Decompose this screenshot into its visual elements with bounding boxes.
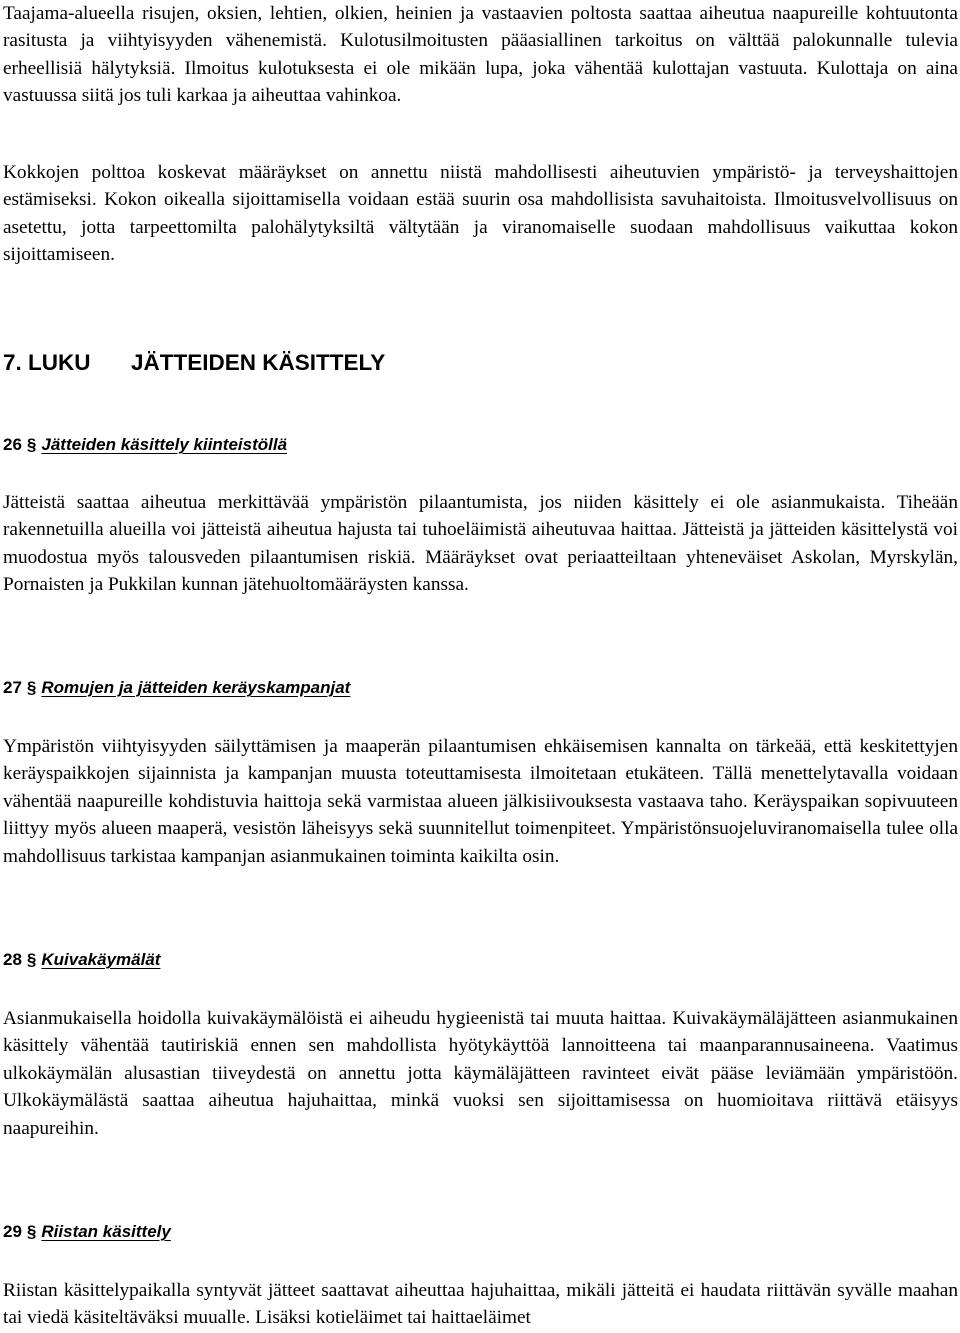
section-symbol: §: [26, 950, 37, 969]
section-symbol: §: [26, 678, 37, 697]
section-title: Romujen ja jätteiden keräyskampanjat: [41, 678, 351, 697]
section-symbol: §: [26, 1222, 37, 1241]
paragraph-dry-toilets: Asianmukaisella hoidolla kuivakäymälöistä ei aiheudu hygieenistä tai muuta haittaa. Kuivakäymäläjätteen asianmukainen käsittely vähentää tautiriskiä ennen sen mahdollista hyötykäyttöä lannoitteena tai maanparannusaineena. Vaatimus ulkokäymälän alusastian tiiveydestä on annettu jotta käymäläjätteen ravinteet eivät pääse leviämään ympäristöön. Ulkokäymälästä saattaa aiheutua hajuhaittaa, minkä vuoksi sen sijoittamisessa on huomioitava riittävä etäisyys naapureihin.: [3, 1008, 958, 1139]
section-symbol: §: [26, 435, 37, 454]
paragraph-burning-in-urban-area: Taajama-alueella risujen, oksien, lehtien, olkien, heinien ja vastaavien poltosta saattaa aiheutua naapureille kohtuutonta rasitusta ja viihtyisyyden vähenemistä. Kulotusilmoitusten pääasiallinen tarkoitus on välttää palokunnalle tulevia erheellisiä hälytyksiä. Ilmoitus kulotuksesta ei ole mikään lupa, joka vähentää kulottajan vastuuta. Kulottaja on aina vastuussa siitä jos tuli karkaa ja aiheuttaa vahinkoa.: [3, 3, 958, 107]
section-number: 26: [3, 435, 22, 454]
section-title: Jätteiden käsittely kiinteistöllä: [41, 435, 288, 454]
section-number: 29: [3, 1222, 22, 1241]
paragraph-waste-handling: Jätteistä saattaa aiheutua merkittävää ympäristön pilaantumista, jos niiden käsittely ei ole asianmukaista. Tiheään rakennetuilla alueilla voi jätteistä aiheutua hajusta tai tuhoeläimistä aiheutuvaa haittaa. Jätteistä ja jätteiden käsittelystä voi muodostua myös talousveden pilaantumisen riskiä. Määräykset ovat periaatteiltaan yhteneväiset Askolan, Myrskylän, Pornaisten ja Pukkilan kunnan jätehuoltomääräysten kanssa.: [3, 492, 958, 596]
paragraph-game-handling: Riistan käsittelypaikalla syntyvät jätteet saattavat aiheuttaa hajuhaittaa, mikäli jätteitä ei haudata riittävän syvälle maahan tai viedä käsiteltäväksi muualle. Lisäksi kotieläimet tai haittaeläimet: [3, 1280, 958, 1329]
section-number: 28: [3, 950, 22, 969]
chapter-heading: [3, 348, 385, 378]
section-heading-28: [3, 948, 160, 972]
paragraph-bonfire-rules: Kokkojen polttoa koskevat määräykset on annettu niistä mahdollisesti aiheutuvien ympäristö- ja terveyshaittojen estämiseksi. Kokon oikealla sijoittamisella voidaan estää suurin osa mahdollisista savuhaitoista. Ilmoitusvelvollisuus on asetettu, jotta tarpeettomilta palohälytyksiltä vältytään ja viranomaiselle suodaan mahdollisuus vaikuttaa kokon sijoittamiseen.: [3, 162, 958, 266]
section-heading-27: [3, 676, 350, 700]
chapter-number: 7. LUKU: [3, 350, 91, 375]
section-number: 27: [3, 678, 22, 697]
section-heading-29: [3, 1220, 171, 1244]
section-title: Riistan käsittely: [41, 1222, 171, 1241]
section-title: Kuivakäymälät: [41, 950, 161, 969]
section-heading-26: [3, 433, 287, 457]
paragraph-collection-campaigns: Ympäristön viihtyisyyden säilyttämisen ja maaperän pilaantumisen ehkäisemisen kannalta on tärkeää, että keskitettyjen keräyspaikkojen sijainnista ja kampanjan muusta toteuttamisesta ilmoitetaan etukäteen. Tällä menettelytavalla voidaan vähentää naapureille kohdistuvia haittoja sekä varmistaa alueen jälkisiivouksesta vastaava taho. Keräyspaikan sopivuuteen liittyy myös alueen maaperä, vesistön läheisyys sekä suunnitellut toimenpiteet. Ympäristönsuojeluviranomaisella tulee olla mahdollisuus tarkistaa kampanjan asianmukainen toiminta kaikilta osin.: [3, 736, 958, 867]
chapter-title: JÄTTEIDEN KÄSITTELY: [131, 350, 386, 375]
